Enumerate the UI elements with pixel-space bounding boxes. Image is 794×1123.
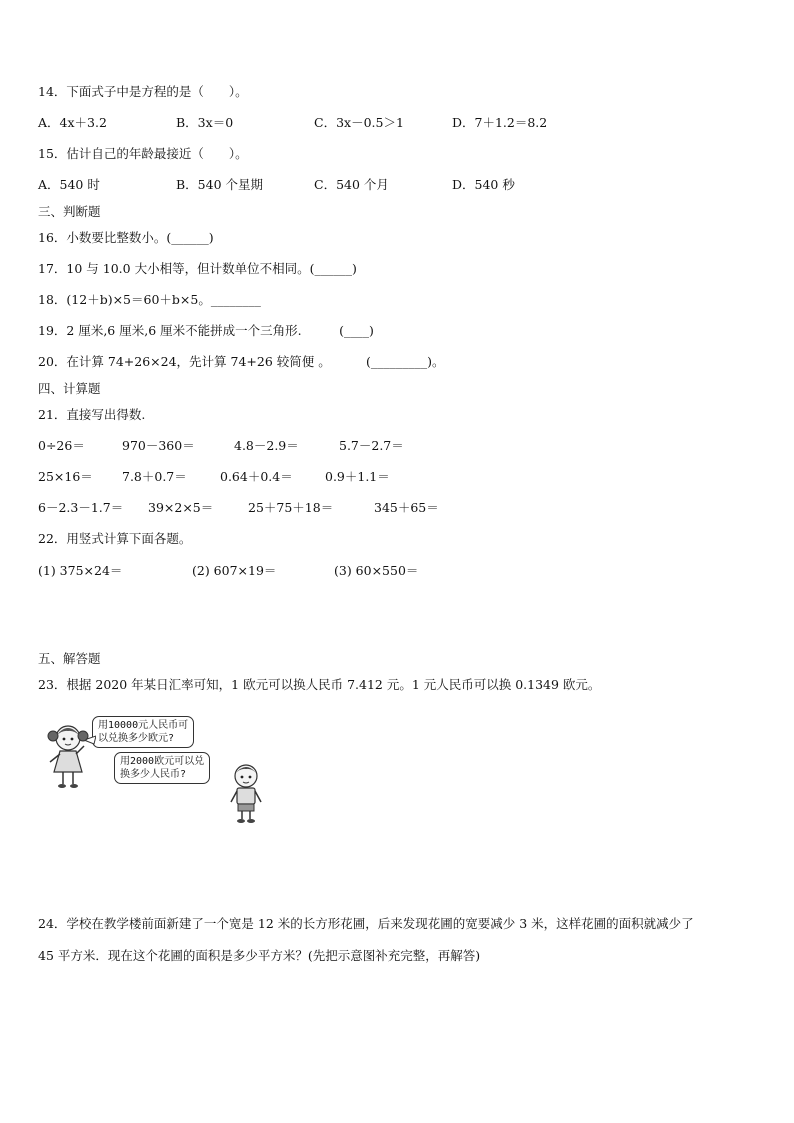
girl-speech-bubble [92, 716, 194, 748]
q21-item: 4.8－2.9＝ [234, 438, 299, 453]
q24-line-2: 45 平方米．现在这个花圃的面积是多少平方米？(先把示意图补充完整，再解答) [38, 948, 481, 963]
q19-text: 19．2 厘米,6 厘米,6 厘米不能拼成一个三角形. (____) [38, 323, 374, 338]
q17-text: 17．10 与 10.0 大小相等，但计数单位不相同。(______) [38, 261, 357, 276]
section-heading-word-problems: 五、解答题 [38, 651, 101, 666]
q24-line-1: 24．学校在教学楼前面新建了一个宽是 12 米的长方形花圃，后来发现花圃的宽要减少 3 米，这样花圃的面积就减少了 [38, 916, 694, 931]
q14-stem: 14．下面式子中是方程的是（ ）。 [38, 84, 248, 99]
q21-stem: 21．直接写出得数. [38, 407, 146, 422]
q16-text: 16．小数要比整数小。(______) [38, 230, 214, 245]
q15-stem: 15．估计自己的年龄最接近（ ）。 [38, 146, 248, 161]
boy-figure-icon [226, 762, 266, 824]
q14-option-c: C．3x－0.5＞1 [314, 115, 404, 130]
q21-item: 0.9＋1.1＝ [325, 469, 390, 484]
q14-option-a: A．4x＋3.2 [38, 115, 107, 130]
q21-item: 25＋75＋18＝ [248, 500, 334, 515]
section-heading-calculation: 四、计算题 [38, 381, 101, 396]
q18-text: 18．(12＋b)×5＝60＋b×5。________ [38, 292, 261, 307]
q15-option-a: A．540 时 [38, 177, 100, 192]
q21-item: 7.8＋0.7＝ [122, 469, 187, 484]
q15-option-b: B．540 个星期 [176, 177, 264, 192]
q21-item: 39×2×5＝ [148, 500, 214, 515]
q14-option-b: B．3x＝0 [176, 115, 234, 130]
girl-figure-icon [40, 722, 96, 790]
q21-item: 5.7－2.7＝ [339, 438, 404, 453]
girl-bubble-line-2: 以兑换多少欧元? [98, 733, 175, 744]
q22-stem: 22．用竖式计算下面各题。 [38, 531, 192, 546]
q21-item: 970－360＝ [122, 438, 195, 453]
boy-speech-bubble [114, 752, 210, 784]
q21-item: 0.64＋0.4＝ [220, 469, 293, 484]
q15-option-d: D．540 秒 [452, 177, 515, 192]
boy-bubble-line-2: 换多少人民币? [120, 769, 187, 780]
q21-item: 345＋65＝ [374, 500, 439, 515]
q21-item: 0÷26＝ [38, 438, 85, 453]
girl-bubble-line-1: 用10000元人民币可 [98, 720, 189, 731]
q14-option-d: D．7＋1.2＝8.2 [452, 115, 548, 130]
q20-text: 20．在计算 74+26×24，先计算 74+26 较简便 。 (_________)。 [38, 354, 445, 369]
q21-item: 25×16＝ [38, 469, 93, 484]
q22-item-2: (2) 607×19＝ [192, 563, 277, 578]
q22-item-1: (1) 375×24＝ [38, 563, 123, 578]
q15-option-c: C．540 个月 [314, 177, 389, 192]
q22-item-3: (3) 60×550＝ [334, 563, 419, 578]
q21-item: 6－2.3－1.7＝ [38, 500, 124, 515]
boy-bubble-line-1: 用2000欧元可以兑 [120, 756, 205, 767]
q23-stem: 23．根据 2020 年某日汇率可知，1 欧元可以换人民币 7.412 元。1 元人民币可以换 0.1349 欧元。 [38, 677, 601, 692]
section-heading-judgement: 三、判断题 [38, 204, 101, 219]
